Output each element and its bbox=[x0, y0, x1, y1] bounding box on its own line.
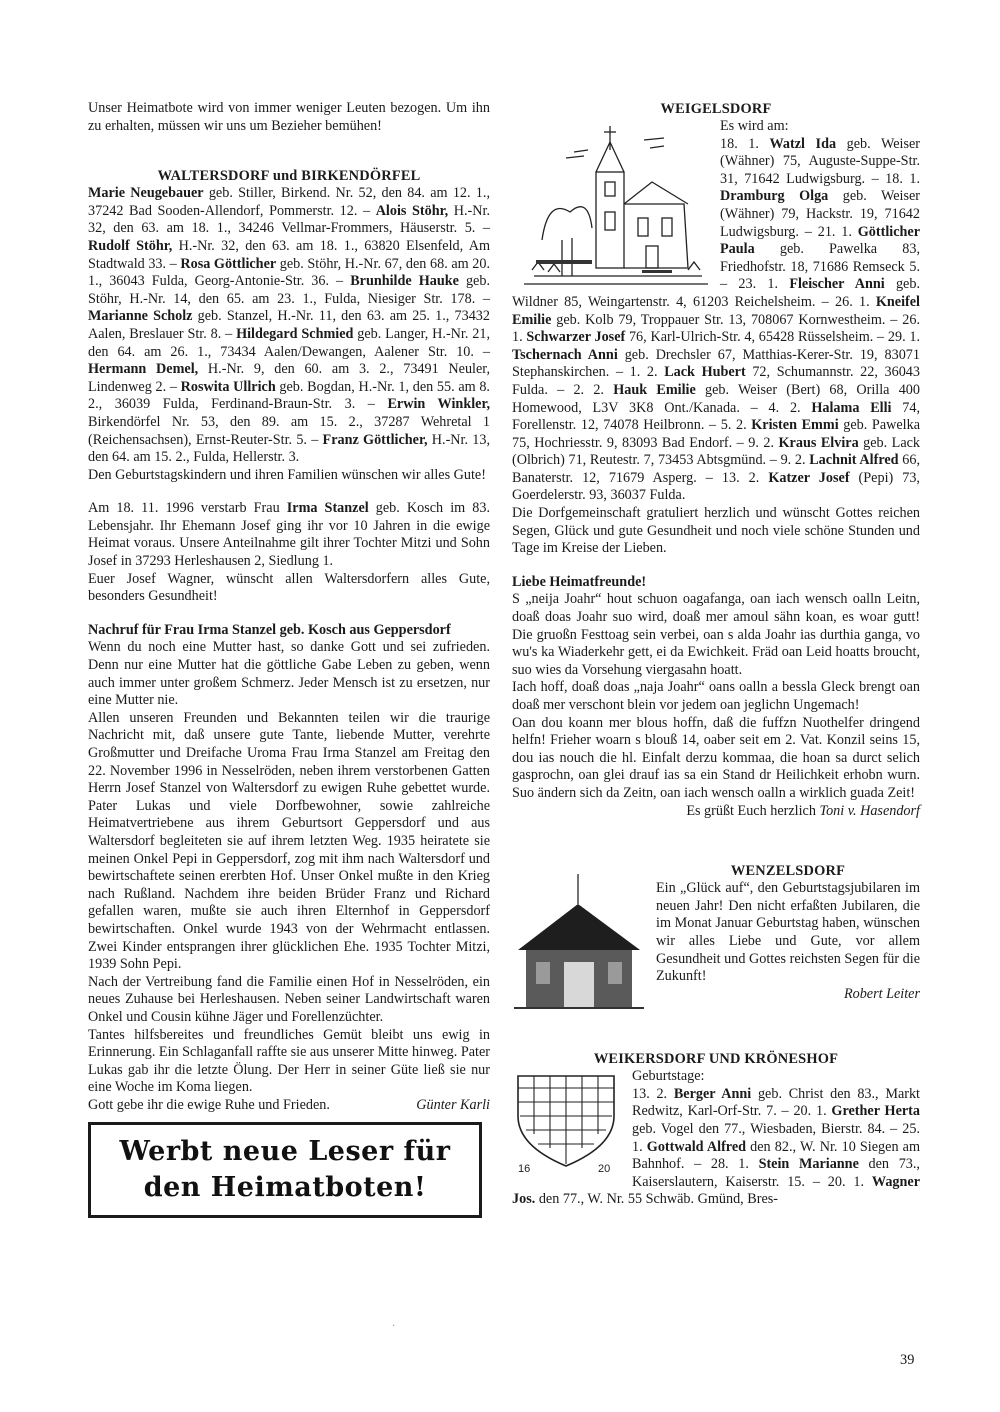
weikersdorf-section bbox=[512, 1068, 920, 1209]
birthday-detail: geb. Weiser (Wähner) 75, Auguste-Suppe-Str. 31, 71642 Ludwigsburg. – bbox=[720, 135, 920, 187]
letter-signature: Es grüßt Euch herzlich Toni v. Hasendorf bbox=[686, 802, 920, 819]
birthday-detail: H.-Nr. 32, den 63. am 18. 1., 34246 Vellmar-Frommers, Häuserstr. 5. – bbox=[88, 202, 490, 237]
birthday-detail: geb. Langer, H.-Nr. 21, den 64. am 26. 1., 73434 Aalen/Dewangen, Aalener Str. 10. – bbox=[88, 325, 490, 360]
birthday-detail: geb. Vogel den 77., Wiesbaden, Bierstr. 84. – bbox=[632, 1120, 903, 1137]
birthday-detail: 18. 1. bbox=[885, 170, 920, 187]
birthday-detail: 9. 2. bbox=[748, 434, 779, 451]
birthday-name: Berger Anni bbox=[673, 1085, 752, 1102]
birthday-detail: geb. Stöhr, H.-Nr. 67, den 68. am 20. 1., 36043 Fulda, Georg-Antonie-Str. 36. – bbox=[88, 255, 491, 290]
birthday-detail: 20. 1. bbox=[793, 1103, 832, 1120]
birthday-detail: 9. 2. bbox=[780, 452, 810, 469]
birthday-detail: 13. 2. bbox=[721, 469, 769, 486]
birthday-detail: geb. Bogdan, H.-Nr. 1, den 55. am 8. 2., 36039 Fulda, Ferdinand-Braun-Str. 3. – bbox=[88, 378, 490, 413]
advertisement-box bbox=[88, 1122, 482, 1218]
shield-year-right: 20 bbox=[598, 1163, 611, 1175]
page-number: 39 bbox=[900, 1352, 915, 1368]
waltersdorf-wish: Den Geburtstagskindern und ihren Familien wünschen wir alles Gute! bbox=[88, 466, 486, 483]
shield-year-left: 16 bbox=[518, 1163, 531, 1175]
obituary-heading: Nachruf für Frau Irma Stanzel geb. Kosch aus Geppersdorf bbox=[88, 621, 451, 638]
obituary-closing: Gott gebe ihr die ewige Ruhe und Frieden. Günter Karli bbox=[88, 1096, 490, 1113]
birthday-name: Tschernach Anni bbox=[512, 346, 618, 363]
birthday-name: Watzl Ida bbox=[769, 135, 837, 152]
birthday-name: Stein Marianne bbox=[758, 1156, 859, 1173]
birthday-detail: geb. Weiser (Bert) 68, Orilla 400 Homewood, L3V 3K8 Ont./Kanada. – bbox=[512, 381, 920, 416]
obituary-paragraph: Wenn du noch eine Mutter hast, so danke Gott und sei zufrieden. Denn nur eine Mutter hat die göttliche Gabe Leben zu geben, wenn auch immer unter großem Schmerz. Jeder Mensch ist zu ersetzen, nur eine Mutter nie. bbox=[88, 639, 490, 709]
wenzelsdorf-text: Ein „Glück auf“, den Geburtstagsjubilaren im neuen Jahr! Den nicht erfaßten Jubilaren, die im Monat Januar Geburtstag haben, wünschen wir alles Liebe und Gute, vor allem Gesundheit und Gottes reichsten Segen für die Zukunft! bbox=[656, 880, 920, 985]
birthday-name: Franz Göttlicher, bbox=[322, 431, 428, 448]
birthday-name: Schwarzer Josef bbox=[526, 329, 626, 346]
wenzelsdorf-heading: WENZELSDORF bbox=[730, 863, 846, 880]
birthday-name: Rudolf Stöhr, bbox=[88, 237, 173, 254]
advertisement-line: Werbt neue Leser für bbox=[119, 1136, 451, 1168]
waltersdorf-heading: WALTERSDORF und BIRKENDÖRFEL bbox=[157, 168, 421, 185]
right-column bbox=[512, 100, 920, 1209]
weikersdorf-heading: WEIKERSDORF UND KRÖNESHOF bbox=[593, 1051, 839, 1068]
birthday-detail: 21. 1. bbox=[817, 223, 858, 240]
birthday-detail: 25. 1. bbox=[632, 1120, 920, 1155]
intro-paragraph: Unser Heimatbote wird von immer weniger Leuten bezogen. Um ihn zu erhalten, müssen wir uns um Bezieher bemühen! bbox=[88, 100, 490, 134]
birthday-detail: 26. 1. bbox=[512, 311, 920, 346]
birthday-name: Marianne Scholz bbox=[88, 308, 193, 325]
birthday-detail: geb. Pawelka 83, Friedhofstr. 18, 71686 Remseck 5. – bbox=[720, 241, 920, 293]
advertisement-line: den Heimatboten! bbox=[143, 1172, 427, 1204]
birthday-detail: 23. 1. bbox=[738, 276, 790, 293]
birthday-name: Göttlicher Paula bbox=[720, 223, 920, 258]
birthday-name: Hermann Demel, bbox=[88, 361, 199, 378]
birthday-detail: (Pepi) 73, Goerdelerstr. 93, 36037 Fulda. bbox=[512, 469, 920, 504]
birthday-name: Halama Elli bbox=[811, 399, 892, 416]
left-column bbox=[88, 100, 490, 1218]
birthday-detail: geb. Stöhr, H.-Nr. 14, den 65. am 23. 1., Fulda, Niesiger Str. 178. – bbox=[88, 273, 490, 307]
birthday-detail: H.-Nr. 32, den 63. am 18. 1., 63820 Elsenfeld, Am Stadtwald 33. – bbox=[88, 237, 490, 272]
obituary-paragraph: Tantes hilfsbereites und freundliches Gemüt bleibt uns ewig in Erinnerung. Ein Schlaganfall raffte sie aus unserer Mitte hinweg. Pater Lukas gab ihr die letzte Ölung. Der Herr in seiner Güte ließ sie nur eine Woche im Koma liegen. bbox=[88, 1026, 490, 1096]
birthday-name: Kraus Elvira bbox=[778, 434, 859, 451]
birthday-detail: 66, Banaterstr. 12, 71679 Asperg. – bbox=[512, 452, 920, 486]
birthday-detail: H.-Nr. 13, den 64. am 15. 2., Fulda, Hellerstr. 3. bbox=[88, 431, 490, 466]
birthday-detail: 5. 2. bbox=[720, 417, 752, 434]
birthday-detail: 76, Karl-Ulrich-Str. 4, 65428 Rüsselsheim. – bbox=[625, 329, 888, 346]
birthday-name: Kneifel Emilie bbox=[512, 293, 920, 328]
letter-heading: Liebe Heimatfreunde! bbox=[512, 573, 647, 590]
birthday-detail: 28. 1. bbox=[710, 1156, 759, 1173]
obituary-paragraph: Allen unseren Freunden und Bekannten teilen wir die traurige Nachricht mit, daß unsere gute Tante, liebende Mutter, verehrte Großmutter und Dreifache Uroma Frau Irma Stanzel am Freitag den 22. November 1996 in Nesselröden, neben ihrem verstorbenen Gatten Herrn Josef Stanzel von Waltersdorf zu ewigen Ruhe gebettet wurde. Pater Lukas und viele Dorfbewohner, sowie zahlreiche Heimatvertriebene aus ihrem Geburtsort Geppersdorf und aus Waltersdorf begleiteten sie auf ihrem letzten Weg. 1935 heiratete sie meinen Onkel Pepi in Geppersdorf, zog mit ihm nach Waltersdorf und bewirtschaftete seinen ererbten Hof. Unser Onkel mußte in den Krieg nach Rußland. Nachdem ihre beiden Brüder Franz und Richard gefallen waren, mußte sie auch ihren Elternhof in Geppersdorf bewirtschaften. Onkel wurde 1943 von der Wehrmacht entlassen. Zwei Kinder entsprangen ihrer glücklichen Ehe. 1935 Tochter Mitzi, 1939 Sohn Pepi. bbox=[88, 709, 490, 973]
wenzelsdorf-author: Robert Leiter bbox=[843, 985, 920, 1002]
weigelsdorf-section bbox=[512, 118, 920, 505]
birthday-detail: den 73., Kaiserslautern, Kaiserstr. 15. – bbox=[632, 1156, 920, 1190]
birthday-name: Hildegard Schmied bbox=[236, 325, 354, 342]
birthday-detail: geb. Wildner 85, Weingartenstr. 4, 61203 Reichelsheim. – bbox=[512, 276, 920, 310]
birthday-detail: 18. 1. bbox=[720, 135, 770, 152]
birthday-detail: geb. Lack (Olbrich) 71, Reutestr. 7, 73453 Abtsgmünd. – bbox=[512, 434, 920, 469]
weigelsdorf-wish: Die Dorfgemeinschaft gratuliert herzlich und wünscht Gottes reichen Segen, Glück und gute Gesundheit und noch viele schöne Stunden und Tage im Kreise der Lieben. bbox=[512, 505, 920, 557]
chapel-photo-icon bbox=[512, 870, 646, 1010]
weigelsdorf-intro: Es wird am: bbox=[720, 118, 789, 134]
death-notice-signature: Euer Josef Wagner, wünscht allen Waltersdorfern alles Gute, besonders Gesundheit! bbox=[88, 570, 490, 605]
birthday-name: Roswita Ullrich bbox=[180, 378, 276, 395]
weigelsdorf-heading: WEIGELSDORF bbox=[660, 101, 772, 117]
letter-paragraph: Oan dou koann mer blous hoffn, daß die fuffzn Nuothelfer dringend helfn! Frieher woarn s blouß 14, oaber seit em 2. Vat. Konzil seins 15, dou ias nouch die hl. Einfalt derzu kommaa, die hoan sa durct selich gasprochn, oan glei drauf ias sa ein Stand dr Heilichkeit erhobn wurn. Suo ändern sich da Zeitn, oan iach wensch oalln a wirklich guada Zeit! bbox=[512, 714, 920, 801]
birthday-detail: 29. 1. bbox=[887, 329, 920, 346]
birthday-detail: 26. 1. bbox=[835, 293, 876, 310]
birthday-detail: 20. 1. bbox=[827, 1173, 872, 1190]
birthday-detail: 2. 2. bbox=[573, 381, 614, 398]
letter-paragraph: Iach hoff, doaß doas „naja Joahr“ oans oalln a bessla Gleck brengt oan doaß mer verschont blein vor jedem oan jeglichn Ungemach! bbox=[512, 679, 920, 713]
birthday-name: Marie Neugebauer bbox=[88, 185, 204, 202]
birthday-name: Kristen Emmi bbox=[751, 417, 839, 434]
birthday-detail: 4. 2. bbox=[768, 399, 812, 416]
birthday-name: Lack Hubert bbox=[664, 364, 746, 381]
birthday-name: Brunhilde Hauke bbox=[350, 273, 459, 290]
death-notice: Am 18. 11. 1996 verstarb Frau Irma Stanzel geb. Kosch im 83. Lebensjahr. Ihr Ehemann Josef ging ihr vor 10 Jahren in die ewige Heimat voraus. Unsere Anteilnahme gilt ihrer Tochter Mitzi und Sohn Josef in 37293 Herleshausen 2, Siedlung 1. bbox=[88, 500, 490, 570]
birthday-detail: den 82., W. Nr. 10 Siegen am Bahnhof. – bbox=[632, 1138, 921, 1173]
waltersdorf-birthday-list bbox=[88, 185, 490, 467]
birthday-detail: H.-Nr. 9, den 60. am 3. 2., 73491 Neuler, Lindenweg 2. – bbox=[88, 361, 490, 395]
weikersdorf-intro: Geburtstage: bbox=[632, 1068, 705, 1085]
birthday-detail: geb. Pawelka 75, Hochriesstr. 9, 83093 Bad Endorf. – bbox=[512, 417, 920, 451]
birthday-name: Grether Herta bbox=[831, 1103, 920, 1120]
birthday-detail: 72, Schumannstr. 22, 36043 Fulda. – bbox=[512, 364, 920, 398]
margin-mark: · bbox=[392, 1321, 396, 1332]
birthday-detail: geb. Christ den 83., Markt Redwitz, Karl-Orf-Str. 7. – bbox=[632, 1085, 921, 1120]
birthday-name: Rosa Göttlicher bbox=[180, 255, 277, 272]
birthday-name: Alois Stöhr, bbox=[375, 202, 449, 219]
obituary-paragraph: Nach der Vertreibung fand die Familie einen Hof in Nesselröden, ein neues Zuhause bei Herleshausen. Neben seiner Landwirtschaft waren Onkel und Cousin kühne Jäger und Forellenzüchter. bbox=[88, 973, 490, 1025]
birthday-detail: geb. Stanzel, H.-Nr. 11, den 63. am 25. 1., 73432 Aalen, Breslauer Str. 8. – bbox=[88, 308, 490, 342]
wenzelsdorf-section bbox=[512, 862, 920, 1010]
birthday-name: Wagner Jos. bbox=[512, 1173, 920, 1208]
obituary-author: Günter Karli bbox=[416, 1096, 490, 1113]
birthday-detail: 1. 2. bbox=[629, 364, 665, 381]
birthday-detail: geb. Drechsler 67, Matthias-Kerer-Str. 19, 83071 Stephanskirchen. – bbox=[512, 346, 920, 381]
birthday-detail: den 77., W. Nr. 55 Schwäb. Gmünd, Bres- bbox=[535, 1191, 779, 1208]
birthday-detail: geb. Weiser (Wähner) 79, Hackstr. 19, 71642 Ludwigsburg. – bbox=[720, 188, 920, 240]
birthday-name: Katzer Josef bbox=[768, 469, 850, 486]
birthday-detail: 74, Forellenstr. 12, 74078 Heilbronn. – bbox=[512, 399, 920, 434]
birthday-name: Dramburg Olga bbox=[720, 188, 829, 205]
birthday-detail: geb. Stiller, Birkend. Nr. 52, den 84. am 12. 1., 37242 Bad Sooden-Allendorf, Pommerstr. 12. – bbox=[88, 185, 490, 219]
church-illustration-icon bbox=[512, 120, 712, 288]
birthday-detail: geb. Kolb 79, Troppauer Str. 13, 708067 Kornwestheim. – bbox=[551, 311, 903, 328]
birthday-name: Fleischer Anni bbox=[789, 276, 885, 293]
birthday-name: Hauk Emilie bbox=[613, 381, 696, 398]
birthday-detail: 13. 2. bbox=[632, 1085, 674, 1102]
birthday-detail: Birkendörfel Nr. 53, den 89. am 15. 2., 37287 Wehretal 1 (Reichensachsen), Ernst-Reuter-Str. 5. – bbox=[88, 413, 490, 448]
birthday-name: Gottwald Alfred bbox=[646, 1138, 747, 1155]
coat-of-arms-icon bbox=[512, 1068, 624, 1174]
birthday-name: Erwin Winkler, bbox=[387, 396, 490, 413]
birthday-name: Lachnit Alfred bbox=[809, 452, 899, 469]
letter-paragraph: S „neija Joahr“ hout schuon oagafanga, oan iach wensch oalln Leitn, doaß doas Joahr suo wird, doaß mer amoul sähn koan, es woar gutt! Die gruoßn Festtoag sein verbei, oan s alda Joahr ias durthia ganga, vo wu's ka Wiaderkehr gett, ei da Ewichkeit. Fräd oan Leid hoatts broucht, suo wies da Vorsehung viergasahn hoatt. bbox=[512, 591, 920, 678]
